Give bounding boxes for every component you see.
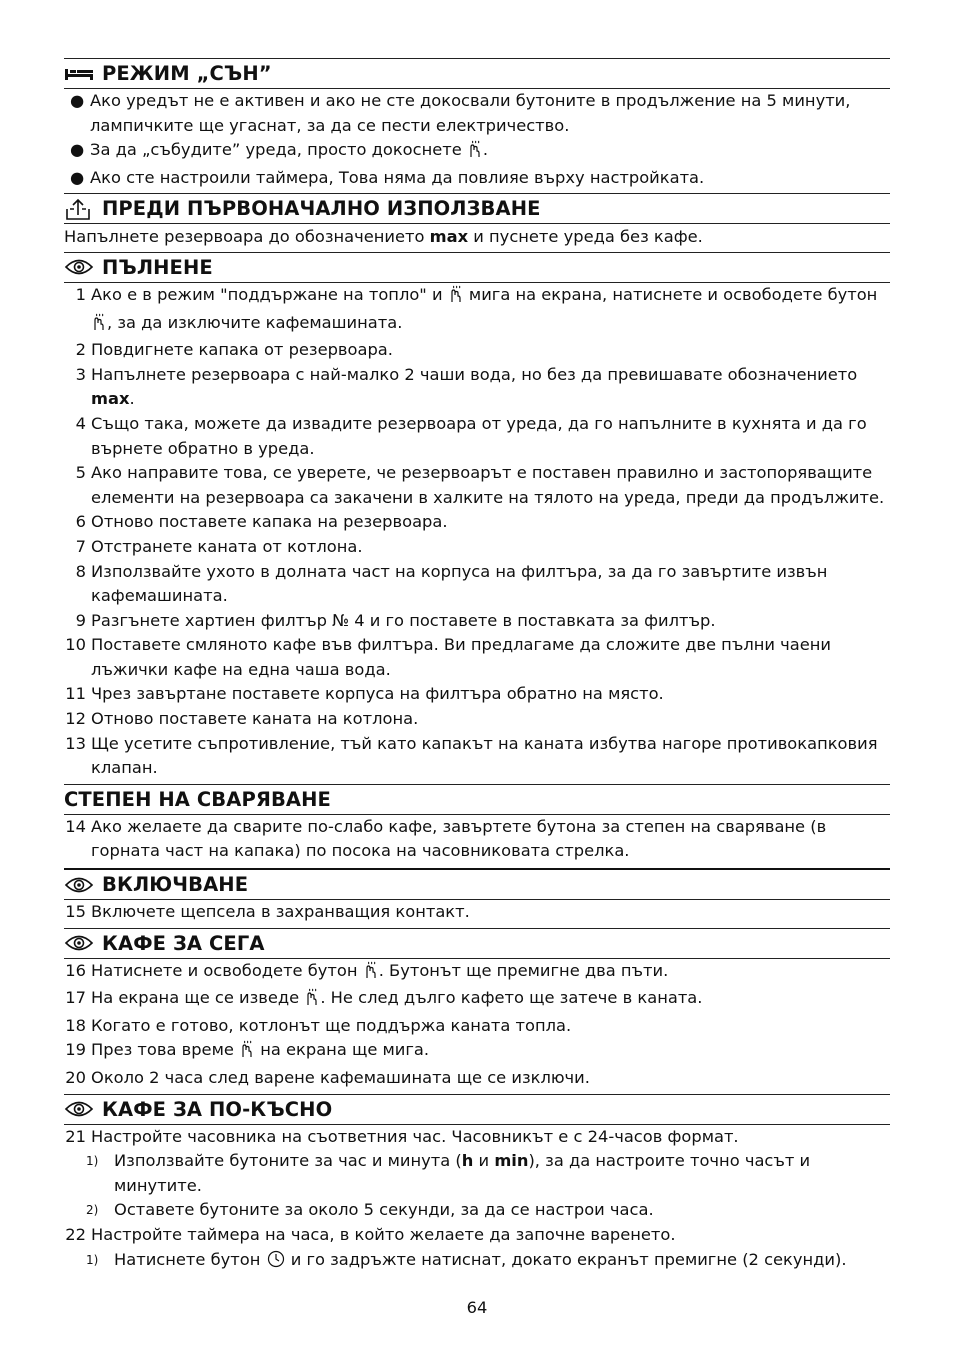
eye-icon bbox=[64, 932, 98, 954]
hand-press-icon bbox=[468, 140, 482, 166]
list-item: 7 Отстранете каната от котлона. bbox=[75, 536, 363, 556]
section-title-coffee-now bbox=[64, 929, 890, 958]
list-item: 8 Използвайте ухото в долната част на корпуса на филтъра, за да го завъртите извън кафемашината. bbox=[75, 561, 828, 606]
section-title-text: ВКЛЮЧВАНЕ bbox=[102, 873, 249, 897]
list-item: 22 Настройте таймера на часа, в който желаете да започне варенето. bbox=[65, 1224, 676, 1244]
section-title-text: ПРЕДИ ПЪРВОНАЧАЛНО ИЗПОЛЗВАНЕ bbox=[102, 197, 541, 221]
list-item: 6 Отново поставете капака на резервоара. bbox=[75, 512, 448, 532]
page-number: 64 bbox=[466, 1298, 488, 1317]
list-item: ● Ако сте настроили таймера, Това няма да повлияе върху настройката. bbox=[70, 167, 705, 187]
list-item: 4 Също така, можете да извадите резервоара от уреда, да го напълните в кухнята и да го върнете обратно в уреда. bbox=[75, 413, 867, 458]
list-item: 14 Ако желаете да сварите по-слабо кафе, завъртете бутона за степен на сваряване (в горната част на капака) по посока на часовниковата стрелка. bbox=[65, 816, 827, 861]
manual-page bbox=[64, 58, 890, 1275]
list-item: 15 Включете щепсела в захранващия контакт. bbox=[65, 902, 470, 922]
list-item: ● Ако уредът не е активен и ако не сте докосвали бутоните в продължение на 5 минути, лампичките ще угаснат, за да се пести електричество. bbox=[70, 91, 851, 135]
section-title-filling bbox=[64, 253, 890, 282]
clock-icon bbox=[267, 1250, 285, 1276]
list-item: 21 Настройте часовника на съответния час. Часовникът е с 24-часов формат. bbox=[65, 1126, 739, 1146]
list-item: 11 Чрез завъртане поставете корпуса на филтъра обратно на място. bbox=[65, 684, 664, 704]
section-title-text: КАФЕ ЗА СЕГА bbox=[102, 931, 265, 955]
section-title-text: РЕЖИМ „СЪН” bbox=[102, 62, 272, 85]
section-title-text: СТЕПЕН НА СВАРЯВАНЕ bbox=[64, 787, 331, 811]
list-item: 19 През това време на екрана ще мига. bbox=[64, 1038, 890, 1066]
list-item: 12 Отново поставете каната на котлона. bbox=[65, 709, 419, 729]
section-title-switch-on bbox=[64, 870, 890, 899]
section-title-sleep bbox=[64, 59, 890, 88]
paragraph: Напълнете резервоара до обозначението max и пуснете уреда без кафе. bbox=[64, 227, 703, 247]
section-title-text: ПЪЛНЕНЕ bbox=[102, 255, 213, 279]
hand-press-icon bbox=[305, 988, 319, 1014]
sleep-bed-icon bbox=[64, 63, 98, 85]
list-item: 5 Ако направите това, се уверете, че резервоарът е поставен правилно и застопоряващите елементи на резервоара са закачени в халките на тялото на уреда, преди да продължите. bbox=[75, 463, 885, 507]
hand-press-icon bbox=[92, 313, 106, 339]
list-item: ● За да „събудите” уреда, просто докоснете . bbox=[64, 138, 890, 166]
section-title-coffee-later bbox=[64, 1095, 890, 1124]
sub-list-item: 1) Натиснете бутон и го задръжте натиснат, докато екранът премигне (2 секунди). bbox=[64, 1248, 890, 1276]
eye-icon bbox=[64, 1098, 98, 1120]
eye-icon bbox=[64, 874, 98, 896]
eye-icon bbox=[64, 256, 98, 278]
list-item: 10 Поставете смляното кафе във филтъра. Ви предлагаме да сложите две пълни чаени лъжички кафе на една чаша вода. bbox=[65, 635, 831, 679]
first-use-icon bbox=[64, 198, 98, 220]
section-title-text: КАФЕ ЗА ПО-КЪСНО bbox=[102, 1097, 333, 1121]
list-item: 20 Около 2 часа след варене кафемашината ще се изключи. bbox=[65, 1068, 590, 1087]
hand-press-icon bbox=[240, 1040, 254, 1066]
hand-press-icon bbox=[364, 961, 378, 987]
list-item: 3 Напълнете резервоара с най-малко 2 чаши вода, но без да превишавате обозначението max. bbox=[75, 364, 858, 409]
list-item: 1 Ако е в режим "поддържане на топло" и мига на екрана, натиснете и освободете бутон , за да изключите кафемашината. bbox=[64, 283, 890, 338]
list-item: 13 Ще усетите съпротивление, тъй като капакът на каната избутва нагоре противокапковия клапан. bbox=[65, 733, 878, 778]
section-title-strength bbox=[64, 785, 890, 814]
list-item: 16 Натиснете и освободете бутон . Бутонът ще премигне два пъти. bbox=[64, 959, 890, 987]
section-title-before-first-use bbox=[64, 194, 890, 223]
list-item: 18 Когато е готово, котлонът ще поддържа каната топла. bbox=[65, 1015, 572, 1035]
hand-press-icon bbox=[449, 285, 463, 311]
list-item: 9 Разгънете хартиен филтър № 4 и го поставете в поставката за филтър. bbox=[75, 610, 716, 630]
sub-list-item: 2) Оставете бутоните за около 5 секунди, за да се настрои часа. bbox=[86, 1200, 654, 1220]
sub-list-item: 1) Използвайте бутоните за час и минута (h и min), за да настроите точно часът и минутите. bbox=[86, 1151, 811, 1195]
list-item: 17 На екрана ще се изведе . Не след дълго кафето ще затече в каната. bbox=[64, 986, 890, 1014]
list-item: 2 Повдигнете капака от резервоара. bbox=[75, 340, 393, 360]
